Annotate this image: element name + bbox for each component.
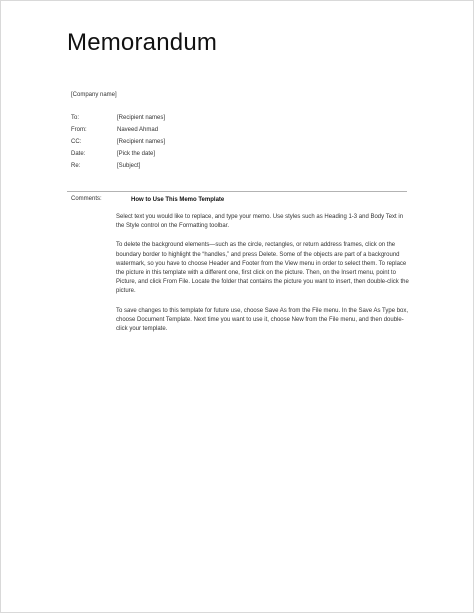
- field-value-re[interactable]: [Subject]: [117, 163, 141, 169]
- field-value-from[interactable]: Naveed Ahmad: [117, 127, 159, 133]
- field-value-to[interactable]: [Recipient names]: [117, 115, 166, 121]
- field-row-to: [71, 112, 165, 124]
- field-value-date[interactable]: [Pick the date]: [117, 151, 156, 157]
- field-label-to: To:: [71, 115, 80, 121]
- comments-label: Comments:: [71, 196, 102, 202]
- field-label-from: From:: [71, 127, 87, 133]
- field-row-re: [71, 160, 165, 172]
- memo-header-fields: [71, 112, 165, 172]
- field-row-date: [71, 148, 165, 160]
- body-heading: How to Use This Memo Template: [131, 197, 225, 203]
- field-label-date: Date:: [71, 151, 86, 157]
- field-row-cc: [71, 136, 165, 148]
- field-label-re: Re:: [71, 163, 81, 169]
- field-value-cc[interactable]: [Recipient names]: [117, 139, 166, 145]
- body-paragraph: To delete the background elements—such as the circle, rectangles, or return address frames, click on the boundary border to highlight the “handles,” and press Delete. Some of the objects are part of a background watermark, so you have to choose Header and Footer from the View menu in order to select them. To replace the picture in this template with a different one, first click on the picture. Then, on the Insert menu, point to Picture, and click From File. Locate the folder that contains the picture you want to insert, then double-click the picture.: [116, 242, 409, 295]
- memo-body[interactable]: [116, 197, 412, 344]
- body-paragraph: To save changes to this template for future use, choose Save As from the File menu. In the Save As Type box, choose Document Template. Next time you want to use it, choose New from the File menu, and then double-click your template.: [116, 307, 409, 333]
- field-label-cc: CC:: [71, 139, 82, 145]
- body-paragraph: Select text you would like to replace, and type your memo. Use styles such as Heading 1-3 and Body Text in the Style control on the Formatting toolbar.: [116, 214, 404, 230]
- page-title: Memorandum: [67, 29, 218, 56]
- company-name-placeholder[interactable]: [Company name]: [71, 92, 117, 98]
- section-divider: [67, 191, 407, 192]
- field-row-from: [71, 124, 165, 136]
